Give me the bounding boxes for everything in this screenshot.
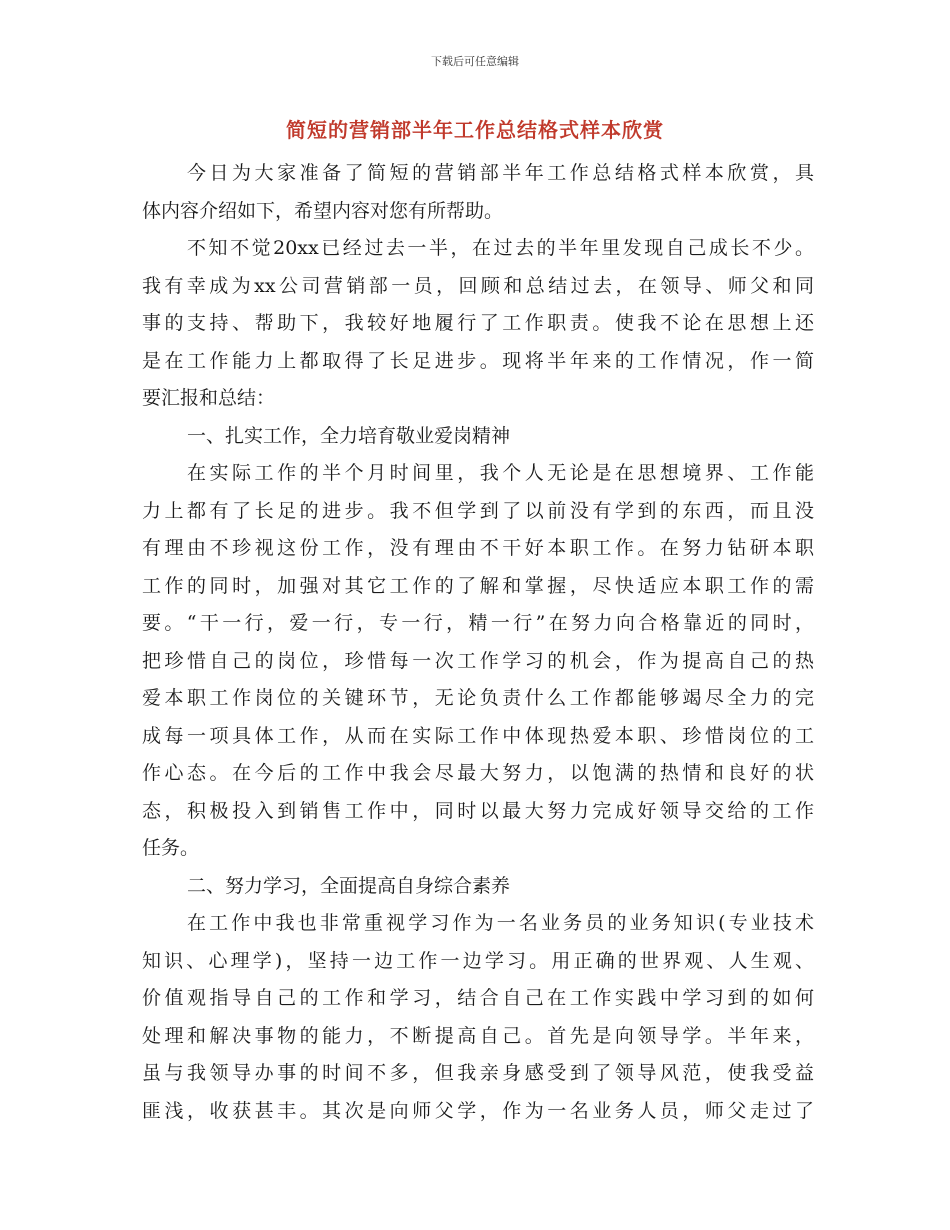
text-line: 在实际工作的半个月时间里，我个人无论是在思想境界、工作能: [187, 462, 814, 484]
document-title: 简短的营销部半年工作总结格式样本欣赏: [286, 118, 664, 142]
text-line: 在工作中我也非常重视学习作为一名业务员的业务知识(专业技术: [187, 912, 814, 934]
text-line: 我有幸成为xx公司营销部一员，回顾和总结过去，在领导、师父和同: [142, 274, 814, 297]
text-line: 今日为大家准备了简短的营销部半年工作总结格式样本欣赏，具: [187, 162, 814, 184]
page-header: 下载后可任意编辑: [431, 55, 519, 68]
text-line: 要。“干一行，爱一行，专一行，精一行”在努力向合格靠近的同时，: [142, 612, 814, 634]
text-line: 把珍惜自己的岗位，珍惜每一次工作学习的机会，作为提高自己的热: [142, 649, 814, 672]
text-line: 二、努力学习，全面提高自身综合素养: [187, 874, 511, 897]
text-line: 知识、心理学)，坚持一边工作一边学习。用正确的世界观、人生观、: [142, 949, 814, 972]
text-line: 体内容介绍如下，希望内容对您有所帮助。: [142, 199, 504, 222]
text-line: 虽与我领导办事的时间不多，但我亲身感受到了领导风范，使我受益: [142, 1062, 814, 1084]
text-line: 成每一项具体工作，从而在实际工作中体现热爱本职、珍惜岗位的工: [142, 724, 814, 747]
text-line: 匪浅，收获甚丰。其次是向师父学，作为一名业务人员，师父走过了: [142, 1099, 814, 1122]
text-line: 爱本职工作岗位的关键环节，无论负责什么工作都能够竭尽全力的完: [142, 687, 814, 709]
text-line: 任务。: [142, 837, 200, 859]
text-line: 事的支持、帮助下，我较好地履行了工作职责。使我不论在思想上还: [142, 312, 814, 334]
text-line: 力上都有了长足的进步。我不但学到了以前没有学到的东西，而且没: [142, 499, 814, 522]
text-line: 是在工作能力上都取得了长足进步。现将半年来的工作情况，作一简: [142, 349, 814, 372]
text-line: 处理和解决事物的能力，不断提高自己。首先是向领导学。半年来，: [142, 1024, 814, 1047]
text-line: 要汇报和总结：: [142, 387, 276, 409]
text-line: 有理由不珍视这份工作，没有理由不干好本职工作。在努力钻研本职: [142, 537, 814, 559]
text-line: 价值观指导自己的工作和学习，结合自己在工作实践中学习到的如何: [142, 987, 814, 1009]
document-body: [142, 155, 814, 1130]
text-line: 一、扎实工作，全力培育敬业爱岗精神: [187, 424, 511, 447]
text-line: 不知不觉20xx已经过去一半，在过去的半年里发现自己成长不少。: [187, 237, 814, 259]
text-line: 工作的同时，加强对其它工作的了解和掌握，尽快适应本职工作的需: [142, 574, 814, 597]
text-line: 态，积极投入到销售工作中，同时以最大努力完成好领导交给的工作: [142, 799, 814, 822]
text-line: 作心态。在今后的工作中我会尽最大努力，以饱满的热情和良好的状: [142, 762, 814, 784]
